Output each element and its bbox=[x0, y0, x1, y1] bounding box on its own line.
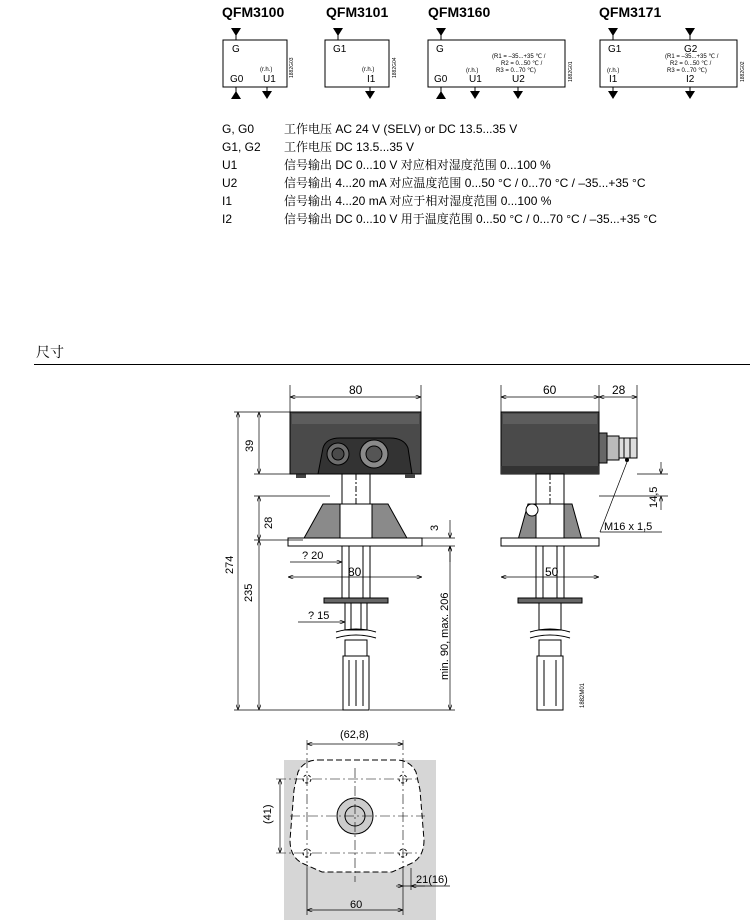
label-rh: (r.h.) bbox=[607, 68, 620, 74]
dim-gland: 28 bbox=[612, 383, 626, 397]
terminal-code: U1 bbox=[222, 158, 238, 172]
drawing-code: 1882M01 bbox=[580, 682, 586, 708]
label-r1: (R1 = –35...+35 ℃ / bbox=[492, 54, 546, 60]
dim-slot: 21(16) bbox=[416, 874, 448, 886]
dim-235: 235 bbox=[243, 583, 255, 602]
dimension-drawings bbox=[0, 370, 750, 921]
terminal-desc: 工作电压 AC 24 V (SELV) or DC 13.5...35 V bbox=[284, 122, 518, 136]
dim-flange-50: 50 bbox=[545, 565, 559, 579]
model-title-qfm3101: QFM3101 bbox=[326, 4, 389, 20]
dim-14-5: 14,5 bbox=[648, 486, 660, 508]
label-u1: U1 bbox=[469, 74, 482, 85]
terminal-code: G1, G2 bbox=[222, 140, 261, 154]
dim-28: 28 bbox=[263, 516, 275, 529]
label-rh: (r.h.) bbox=[260, 67, 273, 73]
label-r2: R2 = 0...50 ℃ / bbox=[501, 61, 543, 67]
section-divider bbox=[34, 364, 750, 365]
dim-flange-width-60: 60 bbox=[350, 899, 363, 911]
dim-flange-80: 80 bbox=[348, 565, 362, 579]
label-g2: G2 bbox=[684, 44, 698, 55]
label-g: G bbox=[436, 44, 444, 55]
section-title: 尺寸 bbox=[36, 344, 64, 360]
dim-side-width: 60 bbox=[543, 383, 557, 397]
label-g1: G1 bbox=[608, 44, 622, 55]
front-view bbox=[224, 383, 455, 710]
dim-d15: ? 15 bbox=[308, 610, 330, 622]
label-rh: (r.h.) bbox=[466, 68, 479, 74]
dim-3: 3 bbox=[429, 524, 441, 531]
label-r1: (R1 = –35...+35 ℃ / bbox=[665, 54, 719, 60]
dim-39: 39 bbox=[244, 439, 256, 452]
label-g0: G0 bbox=[230, 74, 244, 85]
side-view bbox=[501, 383, 668, 710]
dim-front-width: 80 bbox=[349, 383, 363, 397]
label-rh: (r.h.) bbox=[362, 67, 375, 73]
dim-41: (41) bbox=[262, 804, 274, 824]
code-1882g04: 1882G04 bbox=[392, 57, 398, 78]
dim-insertion: min. 90, max. 206 bbox=[439, 592, 451, 680]
label-i1: I1 bbox=[609, 74, 618, 85]
label-g0: G0 bbox=[434, 74, 448, 85]
label-i2: I2 bbox=[686, 74, 695, 85]
label-r3: R3 = 0...70 ℃) bbox=[496, 68, 536, 74]
model-title-qfm3160: QFM3160 bbox=[428, 4, 491, 20]
code-1882g01: 1882G01 bbox=[568, 61, 574, 82]
label-i1: I1 bbox=[367, 74, 376, 85]
wiring-diagrams bbox=[0, 0, 750, 110]
terminal-code: I1 bbox=[222, 194, 233, 208]
terminal-desc: 工作电压 DC 13.5...35 V bbox=[284, 140, 415, 154]
label-u1: U1 bbox=[263, 74, 276, 85]
terminal-code: G, G0 bbox=[222, 122, 255, 136]
code-1882g03: 1882G03 bbox=[289, 57, 295, 78]
flange-view bbox=[262, 729, 450, 920]
terminal-desc: 信号输出 4...20 mA 对应温度范围 0...50 °C / 0...70 °C / –35...+35 °C bbox=[284, 176, 646, 190]
terminal-code: U2 bbox=[222, 176, 238, 190]
wiring-qfm3171 bbox=[600, 28, 746, 99]
dim-thread: M16 x 1,5 bbox=[604, 521, 653, 533]
label-g1: G1 bbox=[333, 44, 347, 55]
code-1882g02: 1882G02 bbox=[740, 61, 746, 82]
label-g: G bbox=[232, 44, 240, 55]
dim-d20: ? 20 bbox=[302, 550, 324, 562]
terminal-desc: 信号输出 DC 0...10 V 用于温度范围 0...50 °C / 0...70 °C / –35...+35 °C bbox=[284, 212, 657, 226]
dim-274: 274 bbox=[224, 555, 236, 574]
wiring-qfm3160 bbox=[428, 28, 574, 99]
wiring-qfm3100 bbox=[223, 28, 295, 99]
label-r2: R2 = 0...50 ℃ / bbox=[670, 61, 712, 67]
label-r3: R3 = 0...70 ℃) bbox=[667, 68, 707, 74]
wiring-qfm3101 bbox=[325, 28, 398, 99]
dim-hole-spacing: (62,8) bbox=[340, 729, 369, 741]
model-title-qfm3100: QFM3100 bbox=[222, 4, 285, 20]
terminal-desc: 信号输出 4...20 mA 对应于相对湿度范围 0...100 % bbox=[284, 194, 552, 208]
terminal-code: I2 bbox=[222, 212, 233, 226]
label-u2: U2 bbox=[512, 74, 525, 85]
terminal-desc: 信号输出 DC 0...10 V 对应相对湿度范围 0...100 % bbox=[284, 158, 551, 172]
model-title-qfm3171: QFM3171 bbox=[599, 4, 662, 20]
